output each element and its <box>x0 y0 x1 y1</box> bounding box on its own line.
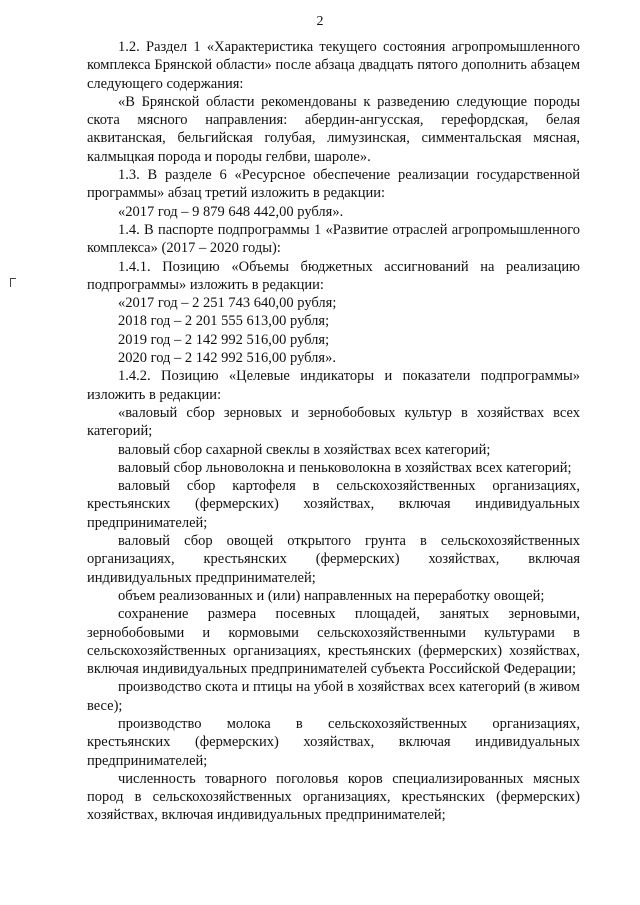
paragraph-section-1-4: 1.4. В паспорте подпрограммы 1 «Развитие отраслей агропромышленного комплекса» (2017 – 2020 годы): <box>87 221 580 257</box>
page-number: 2 <box>316 14 324 29</box>
indicator-item: валовый сбор льноволокна и пеньковолокна в хозяйствах всех категорий; <box>118 459 572 476</box>
indicator-item: сохранение размера посевных площадей, занятых зерновыми, зернобобовыми и кормовыми сельскохозяйственными культурами в сельскохозяйственных организациях, крестьянских (фермерских) хозяйствах, включая индивидуальных предпринимателей субъекта Российской Федерации; <box>87 606 580 678</box>
paragraph-section-1-4-2: 1.4.2. Позицию «Целевые индикаторы и показатели подпрограммы» изложить в редакции: <box>87 368 580 403</box>
paragraph-section-1-2: 1.2. Раздел 1 «Характеристика текущего состояния агропромышленного комплекса Брянской области» после абзаца двадцать пятого дополнить абзацем следующего содержания: <box>87 39 580 92</box>
paragraph-section-1-4-1: 1.4.1. Позицию «Объемы бюджетных ассигнований на реализацию подпрограммы» изложить в редакции: <box>87 258 580 293</box>
budget-line-2017: «2017 год – 2 251 743 640,00 рубля; <box>118 295 337 312</box>
budget-line-2018: 2018 год – 2 201 555 613,00 рубля; <box>118 313 330 330</box>
paragraph-section-1-3: 1.3. В разделе 6 «Ресурсное обеспечение реализации государственной программы» абзац третий изложить в редакции: <box>87 167 580 202</box>
document-body <box>87 38 580 825</box>
scan-corner-mark <box>10 278 16 287</box>
budget-line-2020: 2020 год – 2 142 992 516,00 рубля». <box>118 350 336 367</box>
indicator-item: валовый сбор картофеля в сельскохозяйственных организациях, крестьянских (фермерских) хозяйствах, включая индивидуальных предпринимателей; <box>87 478 580 531</box>
indicator-item: производство скота и птицы на убой в хозяйствах всех категорий (в живом весе); <box>87 679 580 714</box>
paragraph-cattle-breeds: «В Брянской области рекомендованы к разведению следующие породы скота мясного направления: абердин-ангусская, герефордская, белая аквитанская, бельгийская голубая, лимузинская, симментальская мясная, калмыцкая порода и породы гелбви, шароле». <box>87 93 580 165</box>
indicator-item: численность товарного поголовья коров специализированных мясных пород в сельскохозяйственных организациях, крестьянских (фермерских) хозяйствах, включая индивидуальных предпринимателей; <box>87 770 580 824</box>
paragraph-2017-total: «2017 год – 9 879 648 442,00 рубля». <box>118 203 344 220</box>
indicator-item: объем реализованных и (или) направленных на переработку овощей; <box>118 587 545 604</box>
budget-line-2019: 2019 год – 2 142 992 516,00 рубля; <box>118 331 330 348</box>
indicator-item: «валовый сбор зерновых и зернобобовых культур в хозяйствах всех категорий; <box>87 404 580 440</box>
indicator-item: валовый сбор сахарной свеклы в хозяйствах всех категорий; <box>118 441 491 458</box>
indicator-item: валовый сбор овощей открытого грунта в сельскохозяйственных организациях, крестьянских (фермерских) хозяйствах, включая индивидуальных предпринимателей; <box>87 533 580 586</box>
indicator-item: производство молока в сельскохозяйственных организациях, крестьянских (фермерских) хозяйствах, включая индивидуальных предпринимателей; <box>87 715 580 769</box>
